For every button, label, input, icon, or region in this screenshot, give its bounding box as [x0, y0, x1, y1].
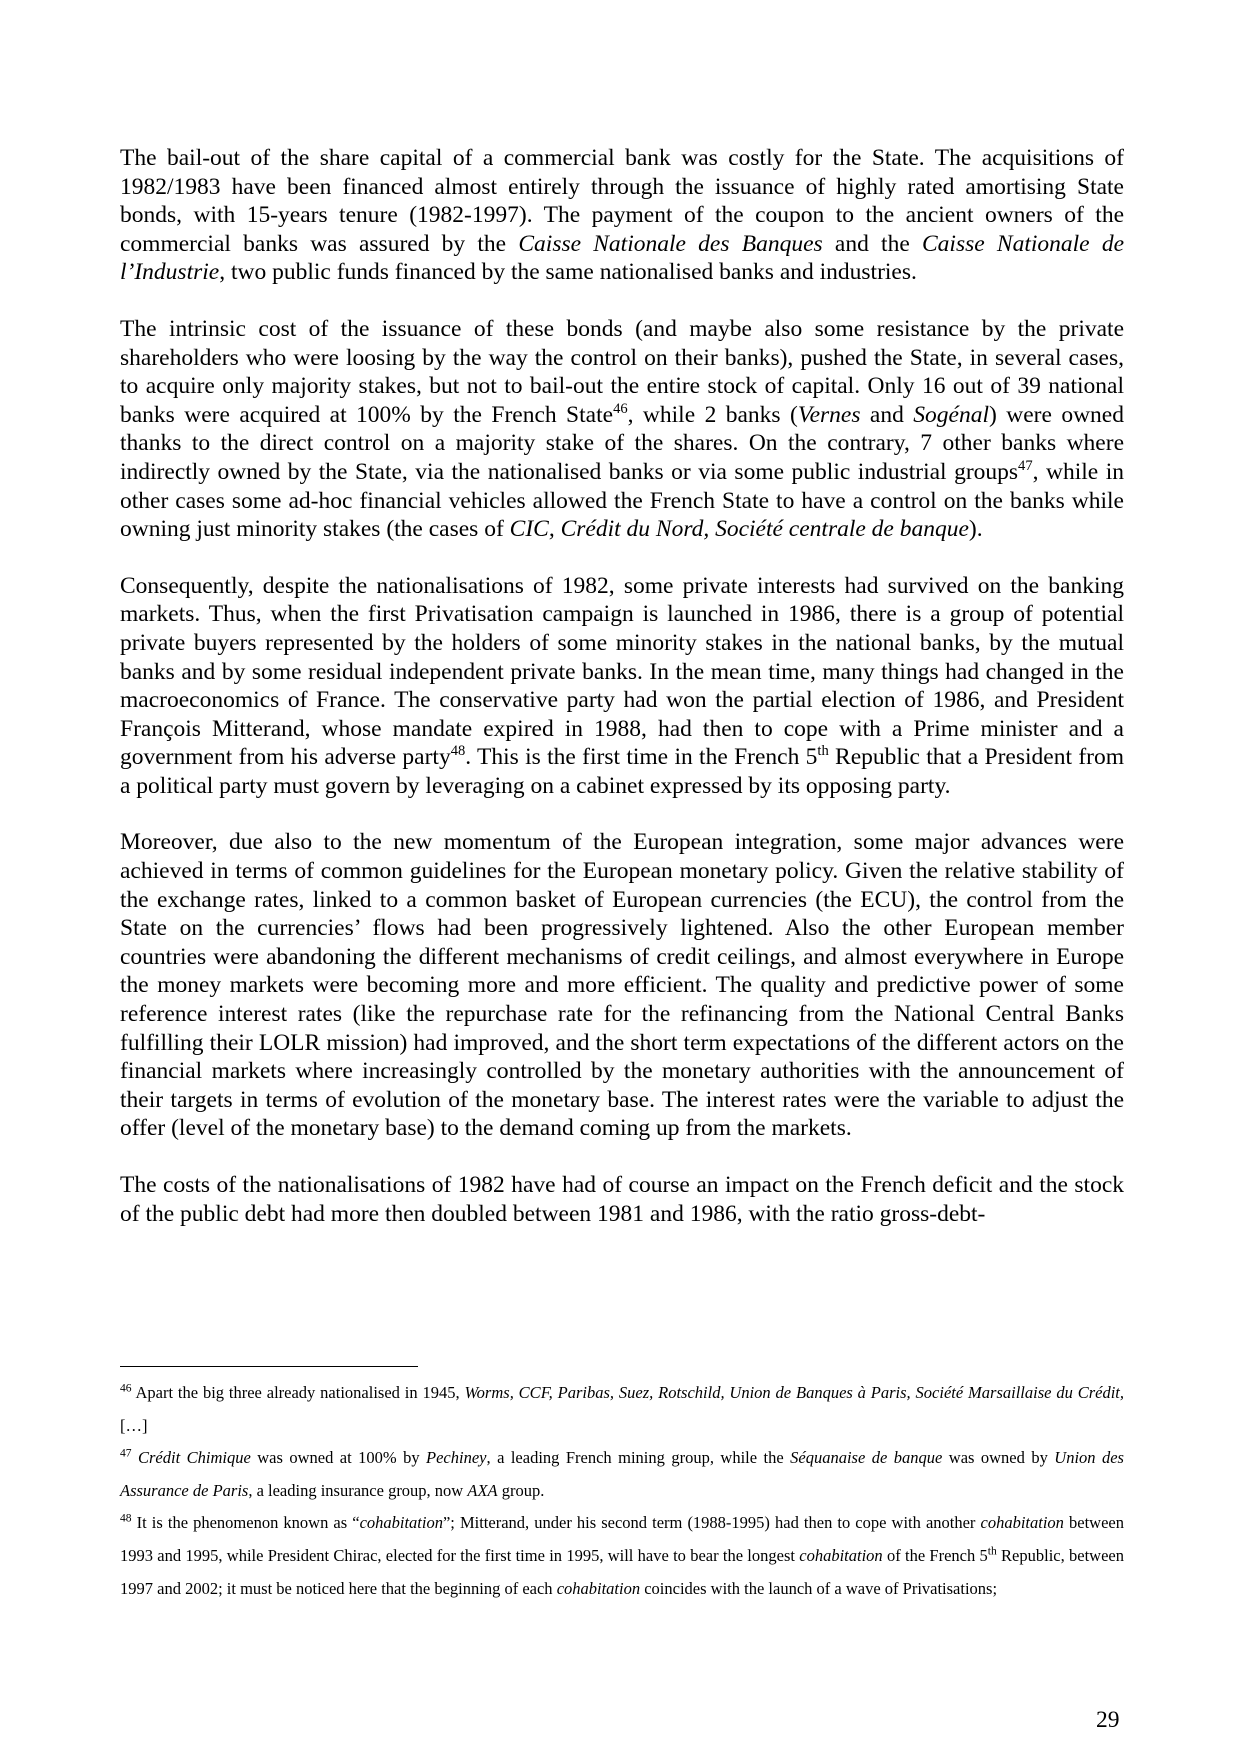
footnote-48: $^{48}$ It is the phenomenon known as “cohabitation”; Mitterand, under his second term (1988-1995) had then to cope with another cohabitation between 1993 and 1995, while President Chirac, elected for the first time in 1995, will have to bear the longest cohabitation of the French 5th Republic, between 1997 and 2002; it must be noticed here that the beginning of each cohabitation coincides with the launch of a wave of Privatisations; — [120, 1512, 1124, 1598]
paragraph-2: The intrinsic cost of the issuance of these bonds (and maybe also some resistance by the private shareholders who were loosing by the way the control on their banks), pushed the State, in several cases, to acquire only majority stakes, but not to bail-out the entire stock of capital. Only 16 out of 39 national banks were acquired at 100% by the French State$^{46}$, while 2 banks (Vernes and Sogénal) were owned thanks to the direct control on a majority stake of the shares. On the contrary, 7 other banks where indirectly owned by the State, via the nationalised banks or via some public industrial groups$^{47}$, while in other cases some ad-hoc financial vehicles allowed the French State to have a control on the banks while owning just minority stakes (the cases of CIC, Crédit du Nord, Société centrale de banque). — [120, 315, 1124, 543]
paragraph-4: Moreover, due also to the new momentum of the European integration, some major advances were achieved in terms of common guidelines for the European monetary policy. Given the relative stability of the exchange rates, linked to a common basket of European currencies (the ECU), the control from the State on the currencies’ flows had been progressively lightened. Also the other European member countries were abandoning the different mechanisms of credit ceilings, and almost everywhere in Europe the money markets were becoming more and more efficient. The quality and predictive power of some reference interest rates (like the repurchase rate for the refinancing from the National Central Banks fulfilling their LOLR mission) had improved, and the short term expectations of the different actors on the financial markets where increasingly controlled by the monetary authorities with the announcement of their targets in terms of evolution of the monetary base. The interest rates were the variable to adjust the offer (level of the monetary base) to the demand coming up from the markets. — [120, 829, 1124, 1142]
footnote-ref-48[interactable]: 48 — [450, 743, 466, 760]
paragraph-1: The bail-out of the share capital of a commercial bank was costly for the State. The acquisitions of 1982/1983 have been financed almost entirely through the issuance of highly rated amortising State bonds, with 15-years tenure (1982-1997). The payment of the coupon to the ancient owners of the commercial banks was assured by the Caisse Nationale des Banques and the Caisse Nationale de l’Industrie, two public funds financed by the same nationalised banks and industries. — [120, 145, 1125, 286]
footnote-separator — [120, 1366, 418, 1367]
footnotes — [120, 1377, 1124, 1605]
footnote-ref-47[interactable]: 47 — [1018, 458, 1033, 475]
footnote-46: $^{46}$ Apart the big three already nationalised in 1945, Worms, CCF, Paribas, Suez, Rotschild, Union de Banques à Paris, Société Marsaillaise du Crédit, […] — [120, 1382, 1124, 1435]
paragraph-5: The costs of the nationalisations of 1982 have had of course an impact on the French deficit and the stock of the public debt had more then doubled between 1981 and 1986, with the ratio gross-debt- — [120, 1172, 1124, 1227]
paragraph-3: Consequently, despite the nationalisations of 1982, some private interests had survived on the banking markets. Thus, when the first Privatisation campaign is launched in 1986, there is a group of potential private buyers represented by the holders of some minority stakes in the national banks, by the mutual banks and by some residual independent private banks. In the mean time, many things had changed in the macroeconomics of France. The conservative party had won the partial election of 1986, and President François Mitterand, whose mandate expired in 1988, had then to cope with a Prime minister and a government from his adverse party$^{48}$. This is the first time in the French 5th Republic that a President from a political party must govern by leveraging on a cabinet expressed by its opposing party. — [120, 572, 1125, 799]
page-number: 29 — [1096, 1707, 1120, 1733]
footnote-ref-46[interactable]: 46 — [613, 400, 628, 417]
page-body — [120, 144, 1124, 1256]
footnote-47: $^{47}$ Crédit Chimique was owned at 100% by Pechiney, a leading French mining group, while the Séquanaise de banque was owned by Union des Assurance de Paris, a leading insurance group, now AXA group. — [120, 1447, 1124, 1500]
